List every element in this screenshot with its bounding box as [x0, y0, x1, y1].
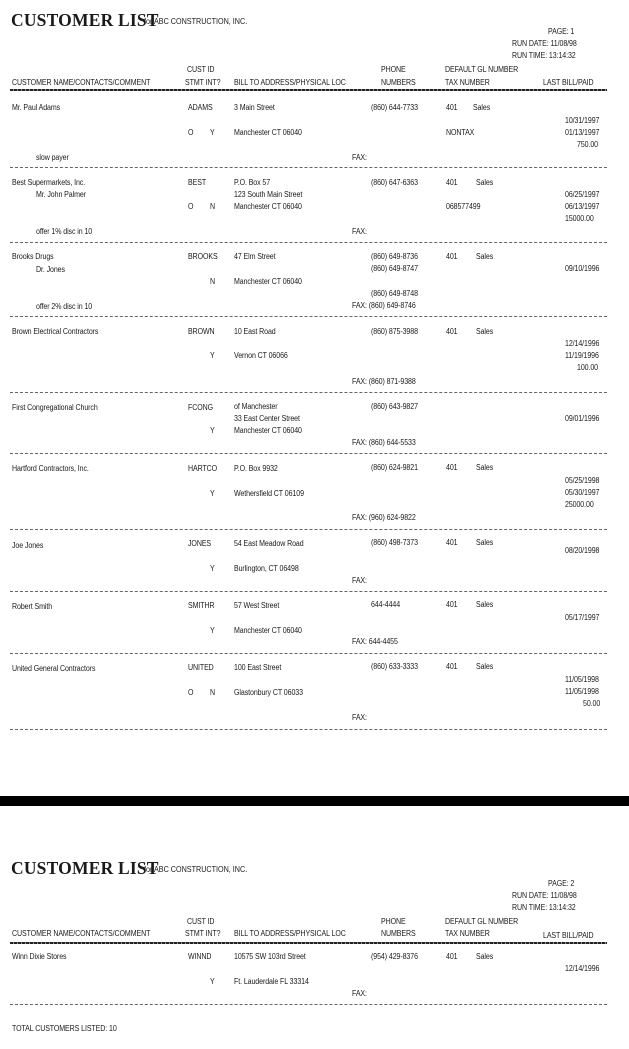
interest-flag: Y — [210, 626, 215, 635]
phone-number: 644-4444 — [371, 600, 401, 609]
customer-name: Hartford Contractors, Inc. — [12, 464, 89, 473]
run-date: RUN DATE: 11/08/98 — [512, 39, 577, 48]
gl-name: Sales — [476, 327, 494, 336]
address-line-1: 100 East Street — [234, 663, 282, 672]
last-amount: 15000.00 — [565, 214, 594, 223]
customer-id: BROWN — [188, 327, 215, 336]
customer-comment: offer 2% disc in 10 — [36, 302, 93, 311]
fax-number: FAX: — [352, 153, 367, 162]
phone-number: (860) 644-7733 — [371, 103, 418, 112]
gl-number: 401 — [446, 252, 458, 261]
phone-number-3: (860) 649-8748 — [371, 289, 418, 298]
header-customer-name: CUSTOMER NAME/CONTACTS/COMMENT — [12, 78, 151, 87]
fax-number: FAX: — [352, 227, 367, 236]
gl-name: Sales — [476, 538, 494, 547]
fax-number: FAX: (860) 649-8746 — [352, 301, 416, 310]
customer-id: JONES — [188, 539, 212, 548]
customer-name: First Congregational Church — [12, 403, 98, 412]
customer-id: WINND — [188, 952, 212, 961]
interest-flag: Y — [210, 351, 215, 360]
fax-number: FAX: (860) 644-5533 — [352, 438, 416, 447]
last-bill-date: 09/10/1996 — [565, 264, 600, 273]
last-paid-date: 06/13/1997 — [565, 202, 600, 211]
header-last-bill: LAST BILL/PAID — [543, 931, 594, 940]
customer-name: Winn Dixie Stores — [12, 952, 67, 961]
last-bill-date: 09/01/1996 — [565, 414, 600, 423]
header-phone-numbers: NUMBERS — [381, 78, 416, 87]
phone-number: (954) 429-8376 — [371, 952, 418, 961]
interest-flag: Y — [210, 426, 215, 435]
tax-number: NONTAX — [446, 128, 475, 137]
customer-name: Mr. Paul Adams — [12, 103, 61, 112]
last-paid-date: 05/30/1997 — [565, 488, 600, 497]
gl-name: Sales — [476, 662, 494, 671]
statement-flag: O — [188, 202, 194, 211]
address-line-1: of Manchester — [234, 402, 278, 411]
phone-number: (860) 875-3988 — [371, 327, 418, 336]
gl-number: 401 — [446, 178, 458, 187]
last-bill-date: 06/25/1997 — [565, 190, 600, 199]
address-city: Manchester CT 06040 — [234, 426, 302, 435]
record-divider — [10, 453, 607, 454]
run-time: RUN TIME: 13:14:32 — [512, 51, 576, 60]
customer-comment: offer 1% disc in 10 — [36, 227, 93, 236]
address-city: Wethersfield CT 06109 — [234, 489, 304, 498]
interest-flag: Y — [210, 564, 215, 573]
customer-id: SMITHR — [188, 601, 215, 610]
gl-name: Sales — [476, 600, 494, 609]
record-divider — [10, 653, 607, 654]
record-divider — [10, 1004, 607, 1005]
record-divider — [10, 316, 607, 317]
customer-id: ADAMS — [188, 103, 213, 112]
address-line-1: 3 Main Street — [234, 103, 275, 112]
interest-flag: N — [210, 688, 216, 697]
statement-flag: O — [188, 688, 194, 697]
address-line-1: P.O. Box 57 — [234, 178, 271, 187]
last-bill-date: 10/31/1997 — [565, 116, 600, 125]
header-tax-number: TAX NUMBER — [445, 78, 490, 87]
address-city: Manchester CT 06040 — [234, 202, 302, 211]
address-line-2: 123 South Main Street — [234, 190, 303, 199]
record-divider — [10, 392, 607, 393]
fax-number: FAX: (960) 624-9822 — [352, 513, 416, 522]
report-title: CUSTOMER LIST — [11, 10, 159, 30]
header-default-gl: DEFAULT GL NUMBER — [445, 65, 519, 74]
header-stmt-int: STMT INT? — [185, 929, 221, 938]
address-city: Ft. Lauderdale FL 33314 — [234, 977, 309, 986]
header-last-bill: LAST BILL/PAID — [543, 78, 594, 87]
address-city: Manchester CT 06040 — [234, 626, 302, 635]
fax-number: FAX: — [352, 989, 367, 998]
last-bill-date: 05/17/1997 — [565, 613, 600, 622]
interest-flag: Y — [210, 977, 215, 986]
customer-contact: Mr. John Palmer — [36, 190, 86, 199]
gl-name: Sales — [473, 103, 491, 112]
record-divider — [10, 591, 607, 592]
total-customers: TOTAL CUSTOMERS LISTED: 10 — [12, 1024, 117, 1033]
gl-number: 401 — [446, 538, 458, 547]
report-subtitle: for ABC CONSTRUCTION, INC. — [144, 865, 248, 874]
customer-id: BEST — [188, 178, 207, 187]
fax-number: FAX: 644-4455 — [352, 637, 398, 646]
record-divider — [10, 242, 607, 243]
gl-name: Sales — [476, 463, 494, 472]
interest-flag: N — [210, 202, 216, 211]
last-paid-date: 11/19/1996 — [565, 351, 599, 360]
customer-contact: Dr. Jones — [36, 265, 65, 274]
address-line-1: 10575 SW 103rd Street — [234, 952, 306, 961]
interest-flag: Y — [210, 128, 215, 137]
phone-number-2: (860) 649-8747 — [371, 264, 418, 273]
interest-flag: N — [210, 277, 216, 286]
report-title: CUSTOMER LIST — [11, 858, 159, 878]
run-date: RUN DATE: 11/08/98 — [512, 891, 577, 900]
header-address: BILL TO ADDRESS/PHYSICAL LOC — [234, 929, 346, 938]
gl-name: Sales — [476, 952, 494, 961]
record-divider — [10, 167, 607, 168]
header-cust-id: CUST ID — [187, 917, 215, 926]
header-address: BILL TO ADDRESS/PHYSICAL LOC — [234, 78, 346, 87]
customer-id: BROOKS — [188, 252, 218, 261]
phone-number: (860) 647-6363 — [371, 178, 418, 187]
gl-number: 401 — [446, 600, 458, 609]
address-line-1: 57 West Street — [234, 601, 280, 610]
header-cust-id: CUST ID — [187, 65, 215, 74]
phone-number: (860) 498-7373 — [371, 538, 418, 547]
address-line-2: 33 East Center Street — [234, 414, 300, 423]
address-city: Manchester CT 06040 — [234, 128, 302, 137]
phone-number: (860) 633-3333 — [371, 662, 418, 671]
header-phone: PHONE — [381, 917, 406, 926]
customer-name: Best Supermarkets, Inc. — [12, 178, 86, 187]
gl-name: Sales — [476, 252, 494, 261]
interest-flag: Y — [210, 489, 215, 498]
run-time: RUN TIME: 13:14:32 — [512, 903, 576, 912]
last-bill-date: 12/14/1996 — [565, 339, 600, 348]
address-city: Vernon CT 06066 — [234, 351, 288, 360]
fax-number: FAX: — [352, 713, 367, 722]
header-tax-number: TAX NUMBER — [445, 929, 490, 938]
address-city: Glastonbury CT 06033 — [234, 688, 303, 697]
address-line-1: P.O. Box 9932 — [234, 464, 278, 473]
customer-name: Brown Electrical Contractors — [12, 327, 99, 336]
tax-number: 068577499 — [446, 202, 481, 211]
gl-number: 401 — [446, 463, 458, 472]
header-phone: PHONE — [381, 65, 406, 74]
last-amount: 100.00 — [577, 363, 599, 372]
record-divider — [10, 529, 607, 530]
statement-flag: O — [188, 128, 194, 137]
address-city: Manchester CT 06040 — [234, 277, 302, 286]
header-phone-numbers: NUMBERS — [381, 929, 416, 938]
report-page-2 — [0, 806, 629, 1049]
last-bill-date: 08/20/1998 — [565, 546, 600, 555]
gl-number: 401 — [446, 327, 458, 336]
customer-name: Robert Smith — [12, 602, 53, 611]
customer-comment: slow payer — [36, 153, 69, 162]
report-subtitle: for ABC CONSTRUCTION, INC. — [144, 17, 248, 26]
fax-number: FAX: (860) 871-9388 — [352, 377, 416, 386]
address-line-1: 47 Elm Street — [234, 252, 276, 261]
page-number: PAGE: 1 — [548, 27, 575, 36]
gl-number: 401 — [446, 103, 458, 112]
customer-name: Joe Jones — [12, 541, 44, 550]
gl-name: Sales — [476, 178, 494, 187]
header-stmt-int: STMT INT? — [185, 78, 221, 87]
address-line-1: 10 East Road — [234, 327, 276, 336]
customer-name: Brooks Drugs — [12, 252, 54, 261]
customer-name: United General Contractors — [12, 664, 96, 673]
last-amount: 750.00 — [577, 140, 599, 149]
phone-number: (860) 643-9827 — [371, 402, 418, 411]
page-number: PAGE: 2 — [548, 879, 575, 888]
gl-number: 401 — [446, 662, 458, 671]
last-bill-date: 11/05/1998 — [565, 675, 599, 684]
customer-id: UNITED — [188, 663, 214, 672]
phone-number: (860) 624-9821 — [371, 463, 418, 472]
header-customer-name: CUSTOMER NAME/CONTACTS/COMMENT — [12, 929, 151, 938]
page-separator — [0, 796, 629, 806]
last-paid-date: 11/05/1998 — [565, 687, 599, 696]
fax-number: FAX: — [352, 576, 367, 585]
last-bill-date: 05/25/1998 — [565, 476, 600, 485]
phone-number: (860) 649-8736 — [371, 252, 418, 261]
record-divider — [10, 729, 607, 730]
last-bill-date: 12/14/1996 — [565, 964, 600, 973]
address-city: Burlington, CT 06498 — [234, 564, 299, 573]
last-amount: 50.00 — [583, 699, 601, 708]
last-paid-date: 01/13/1997 — [565, 128, 600, 137]
customer-id: HARTCO — [188, 464, 218, 473]
customer-id: FCONG — [188, 403, 213, 412]
header-rule — [10, 942, 607, 944]
last-amount: 25000.00 — [565, 500, 594, 509]
header-default-gl: DEFAULT GL NUMBER — [445, 917, 519, 926]
address-line-1: 54 East Meadow Road — [234, 539, 304, 548]
gl-number: 401 — [446, 952, 458, 961]
header-rule — [10, 89, 607, 91]
